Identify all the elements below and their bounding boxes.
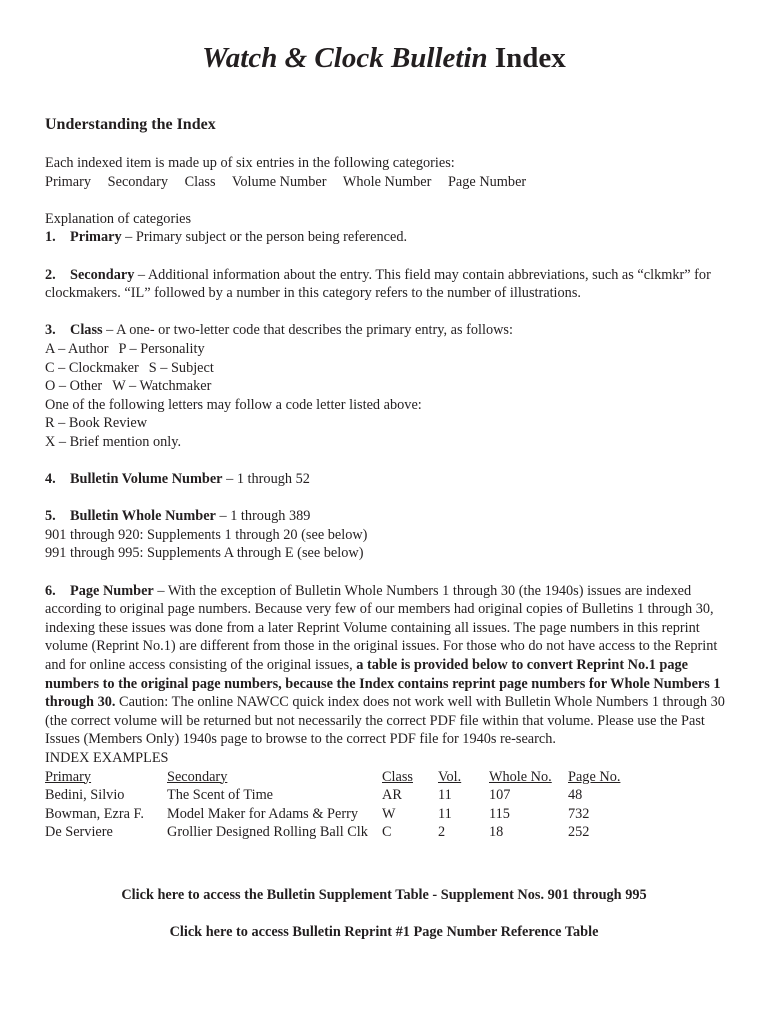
table-cell: 115 <box>489 805 510 822</box>
class-code: O – Other <box>45 378 103 395</box>
class-code: S – Subject <box>148 359 214 376</box>
table-cell: AR <box>382 787 402 804</box>
intro-text: Each indexed item is made up of six entries in the following categories: <box>45 155 455 171</box>
table-cell: C <box>382 824 392 841</box>
table-cell: 2 <box>438 824 446 841</box>
table-row <box>45 786 628 805</box>
examples-label: INDEX EXAMPLES <box>45 750 169 766</box>
item-term: Bulletin Whole Number <box>70 508 216 525</box>
item-number: 6. <box>45 582 56 599</box>
item-term: Primary <box>70 229 122 246</box>
class-code: C – Clockmaker <box>45 359 139 376</box>
class-follow-text: One of the following letters may follow a code letter listed above: <box>45 396 422 413</box>
table-cell: 11 <box>438 787 452 804</box>
column-header: Whole No. <box>489 768 552 785</box>
column-header: Vol. <box>438 768 462 785</box>
table-row <box>45 823 628 842</box>
table-cell: The Scent of Time <box>167 787 274 804</box>
section-heading: Understanding the Index <box>45 116 216 133</box>
page-title <box>0 40 768 76</box>
table-row <box>45 805 628 824</box>
table-cell: De Serviere <box>45 824 113 841</box>
item-number: 5. <box>45 508 56 525</box>
item-whole <box>45 507 730 526</box>
category: Primary <box>45 173 92 190</box>
class-code: W – Watchmaker <box>112 378 212 395</box>
explanation-label: Explanation of categories <box>45 210 192 227</box>
class-code: A – Author <box>45 340 109 357</box>
table-cell: 11 <box>438 805 452 822</box>
class-suffix: R – Book Review <box>45 415 148 432</box>
class-code: P – Personality <box>118 340 205 357</box>
table-cell: Bowman, Ezra F. <box>45 805 144 822</box>
item-number: 3. <box>45 322 56 339</box>
item-class <box>45 321 730 340</box>
item-term: Bulletin Volume Number <box>70 471 223 488</box>
item-number: 2. <box>45 266 56 283</box>
class-suffix: X – Brief mention only. <box>45 433 182 450</box>
category: Page Number <box>447 173 527 190</box>
item-desc: – 1 through 389 <box>215 508 311 525</box>
class-code-row <box>45 340 730 359</box>
whole-note: 991 through 995: Supplements A through E (see below) <box>45 545 364 562</box>
item-term: Class <box>70 322 103 339</box>
category: Volume Number <box>231 173 327 190</box>
table-cell: Grollier Designed Rolling Ball Clk <box>167 824 368 841</box>
column-header: Page No. <box>568 768 621 785</box>
categories-list <box>45 173 730 192</box>
title-plain: Index <box>494 42 566 74</box>
category: Class <box>184 173 216 190</box>
category: Secondary <box>107 173 168 190</box>
item-desc: – Additional information about the entry. This field may contain abbreviations, such as “clkmkr” for clockmakers. “IL” followed by a number in this category refers to the number of illustrations. <box>45 266 711 302</box>
item-desc-tail: Caution: The online NAWCC quick index does not work well with Bulletin Whole Numbers 1 through 30 (the correct volume will be returned but not necessarily the correct PDF file within that volume. Please use the Past Issues (Members Only) 1940s page to browse to the correct PDF file for 1940s re-search. <box>45 694 725 748</box>
item-term: Secondary <box>70 266 135 283</box>
column-header: Class <box>382 768 413 785</box>
column-header: Secondary <box>167 768 228 785</box>
table-cell: Model Maker for Adams & Perry <box>167 805 358 822</box>
item-desc: – With the exception of Bulletin Whole Numbers 1 through 30 (the 1940s) issues are indexed according to original page numbers. Because very few of our members had original copies of Bulletins 1 through 30, indexing these issues was done from a later Reprint Volume containing all issues. The page numbers in this reprint volume (Reprint No.1) are different from those in the original issues. For those who do not have access to the Reprint and for online access consisting of the original issues, <box>45 582 718 674</box>
item-number: 4. <box>45 471 56 488</box>
whole-note: 901 through 920: Supplements 1 through 20 (see below) <box>45 526 368 543</box>
supplement-table-link[interactable]: Click here to access the Bulletin Supplement Table - Supplement Nos. 901 through 995 <box>121 887 647 903</box>
table-header-row <box>45 768 628 787</box>
table-cell: 732 <box>568 805 590 822</box>
table-cell: 18 <box>489 824 504 841</box>
item-volume <box>45 470 730 489</box>
class-code-row <box>45 377 730 396</box>
table-cell: Bedini, Silvio <box>45 787 125 804</box>
table-cell: 107 <box>489 787 511 804</box>
class-code-row <box>45 359 730 378</box>
item-desc: – Primary subject or the person being referenced. <box>121 229 408 246</box>
item-number: 1. <box>45 229 56 246</box>
item-term: Page Number <box>70 582 154 599</box>
table-cell: W <box>382 805 396 822</box>
item-desc-bold: a table is provided below to convert Reprint No.1 page numbers to the original page numbers, because the Index contains reprint page numbers for Whole Numbers 1 through 30. <box>45 657 721 711</box>
item-page <box>45 582 730 749</box>
item-primary <box>45 228 730 247</box>
category: Whole Number <box>342 173 432 190</box>
title-italic: Watch & Clock Bulletin <box>202 42 488 74</box>
examples-table <box>45 768 628 842</box>
content <box>45 114 730 842</box>
table-cell: 252 <box>568 824 590 841</box>
column-header: Primary <box>45 768 92 785</box>
item-desc: – 1 through 52 <box>222 471 310 488</box>
reprint-table-link[interactable]: Click here to access Bulletin Reprint #1 Page Number Reference Table <box>169 924 599 940</box>
item-secondary <box>45 266 730 303</box>
table-cell: 48 <box>568 787 583 804</box>
item-desc: – A one- or two-letter code that describes the primary entry, as follows: <box>102 322 513 339</box>
